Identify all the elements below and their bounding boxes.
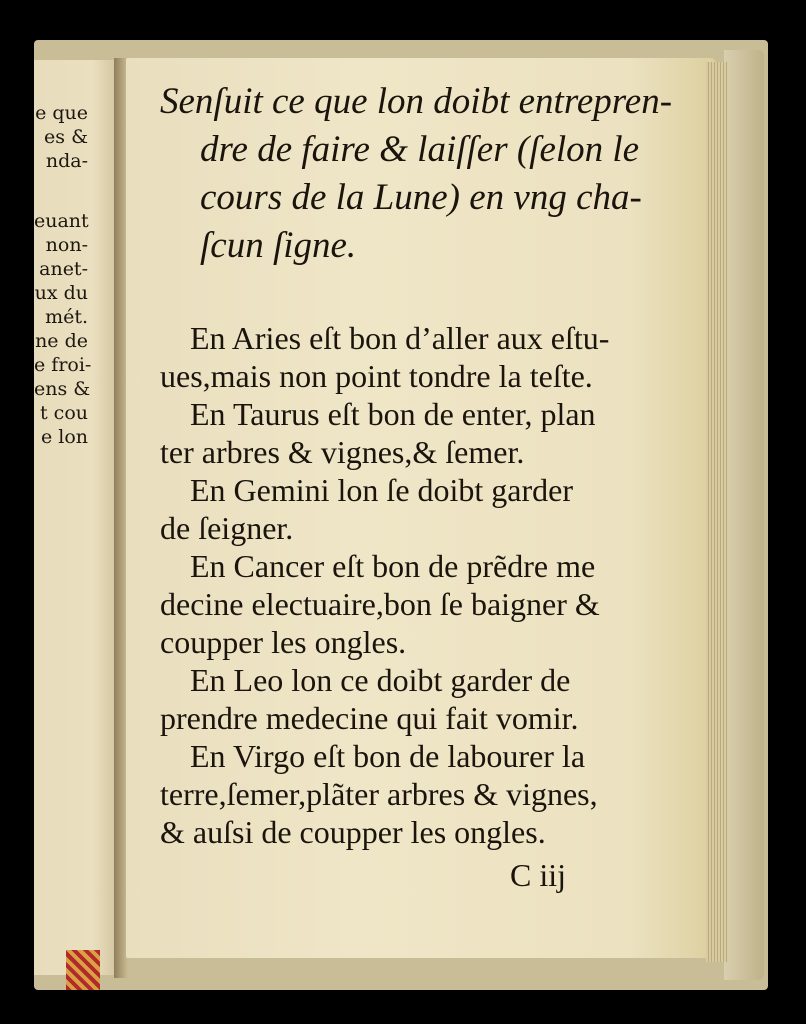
book-cover-edge (724, 50, 764, 980)
bookmark-ribbon (66, 950, 100, 990)
body-line: En Leo lon ce doibt garder de (190, 662, 571, 698)
body-line: de ſeigner. (160, 510, 294, 546)
left-line: e lon (40, 426, 88, 448)
left-line: nda- (45, 150, 88, 172)
left-line: euant (34, 210, 89, 232)
heading-line: dre de faire & laiſſer (ſelon le (200, 129, 640, 170)
body-line: decine electuaire,bon ſe baigner & (160, 586, 600, 622)
heading-line: ſcun ſigne. (200, 225, 357, 266)
page-edges (706, 62, 728, 962)
body-line: terre,ſemer,plãter arbres & vignes, (160, 776, 598, 812)
body-line: En Virgo eſt bon de labourer la (190, 738, 586, 774)
body-line: En Cancer eſt bon de prẽdre me (190, 548, 596, 584)
left-line: e que (35, 102, 88, 124)
left-line: ne de (35, 330, 88, 352)
body-line: coupper les ongles. (160, 624, 407, 660)
left-line: e froi- (34, 354, 92, 376)
left-line: anet- (39, 258, 88, 280)
left-line: ens & (34, 378, 91, 400)
signature-mark: C iij (510, 857, 567, 893)
left-line: mét. (45, 306, 88, 328)
body-line: prendre medecine qui fait vomir. (160, 700, 579, 736)
body-line: En Aries eſt bon d’aller aux eſtu- (190, 320, 610, 356)
body-line: ter arbres & vignes,& ſemer. (160, 434, 525, 470)
heading-line: cours de la Lune) en vng cha- (200, 177, 642, 218)
left-line: ux du (34, 282, 88, 304)
left-line: t cou (40, 402, 88, 424)
heading-line: Senſuit ce que lon doibt entrepren- (160, 81, 673, 122)
left-page (34, 60, 118, 975)
body-line: ues,mais non point tondre la teſte. (160, 358, 593, 394)
left-line: non- (45, 234, 88, 256)
left-line: es & (44, 126, 88, 148)
body-line: & auſsi de coupper les ongles. (160, 814, 546, 850)
body-line: En Taurus eſt bon de enter, plan (190, 396, 596, 432)
body-line: En Gemini lon ſe doibt garder (190, 472, 574, 508)
